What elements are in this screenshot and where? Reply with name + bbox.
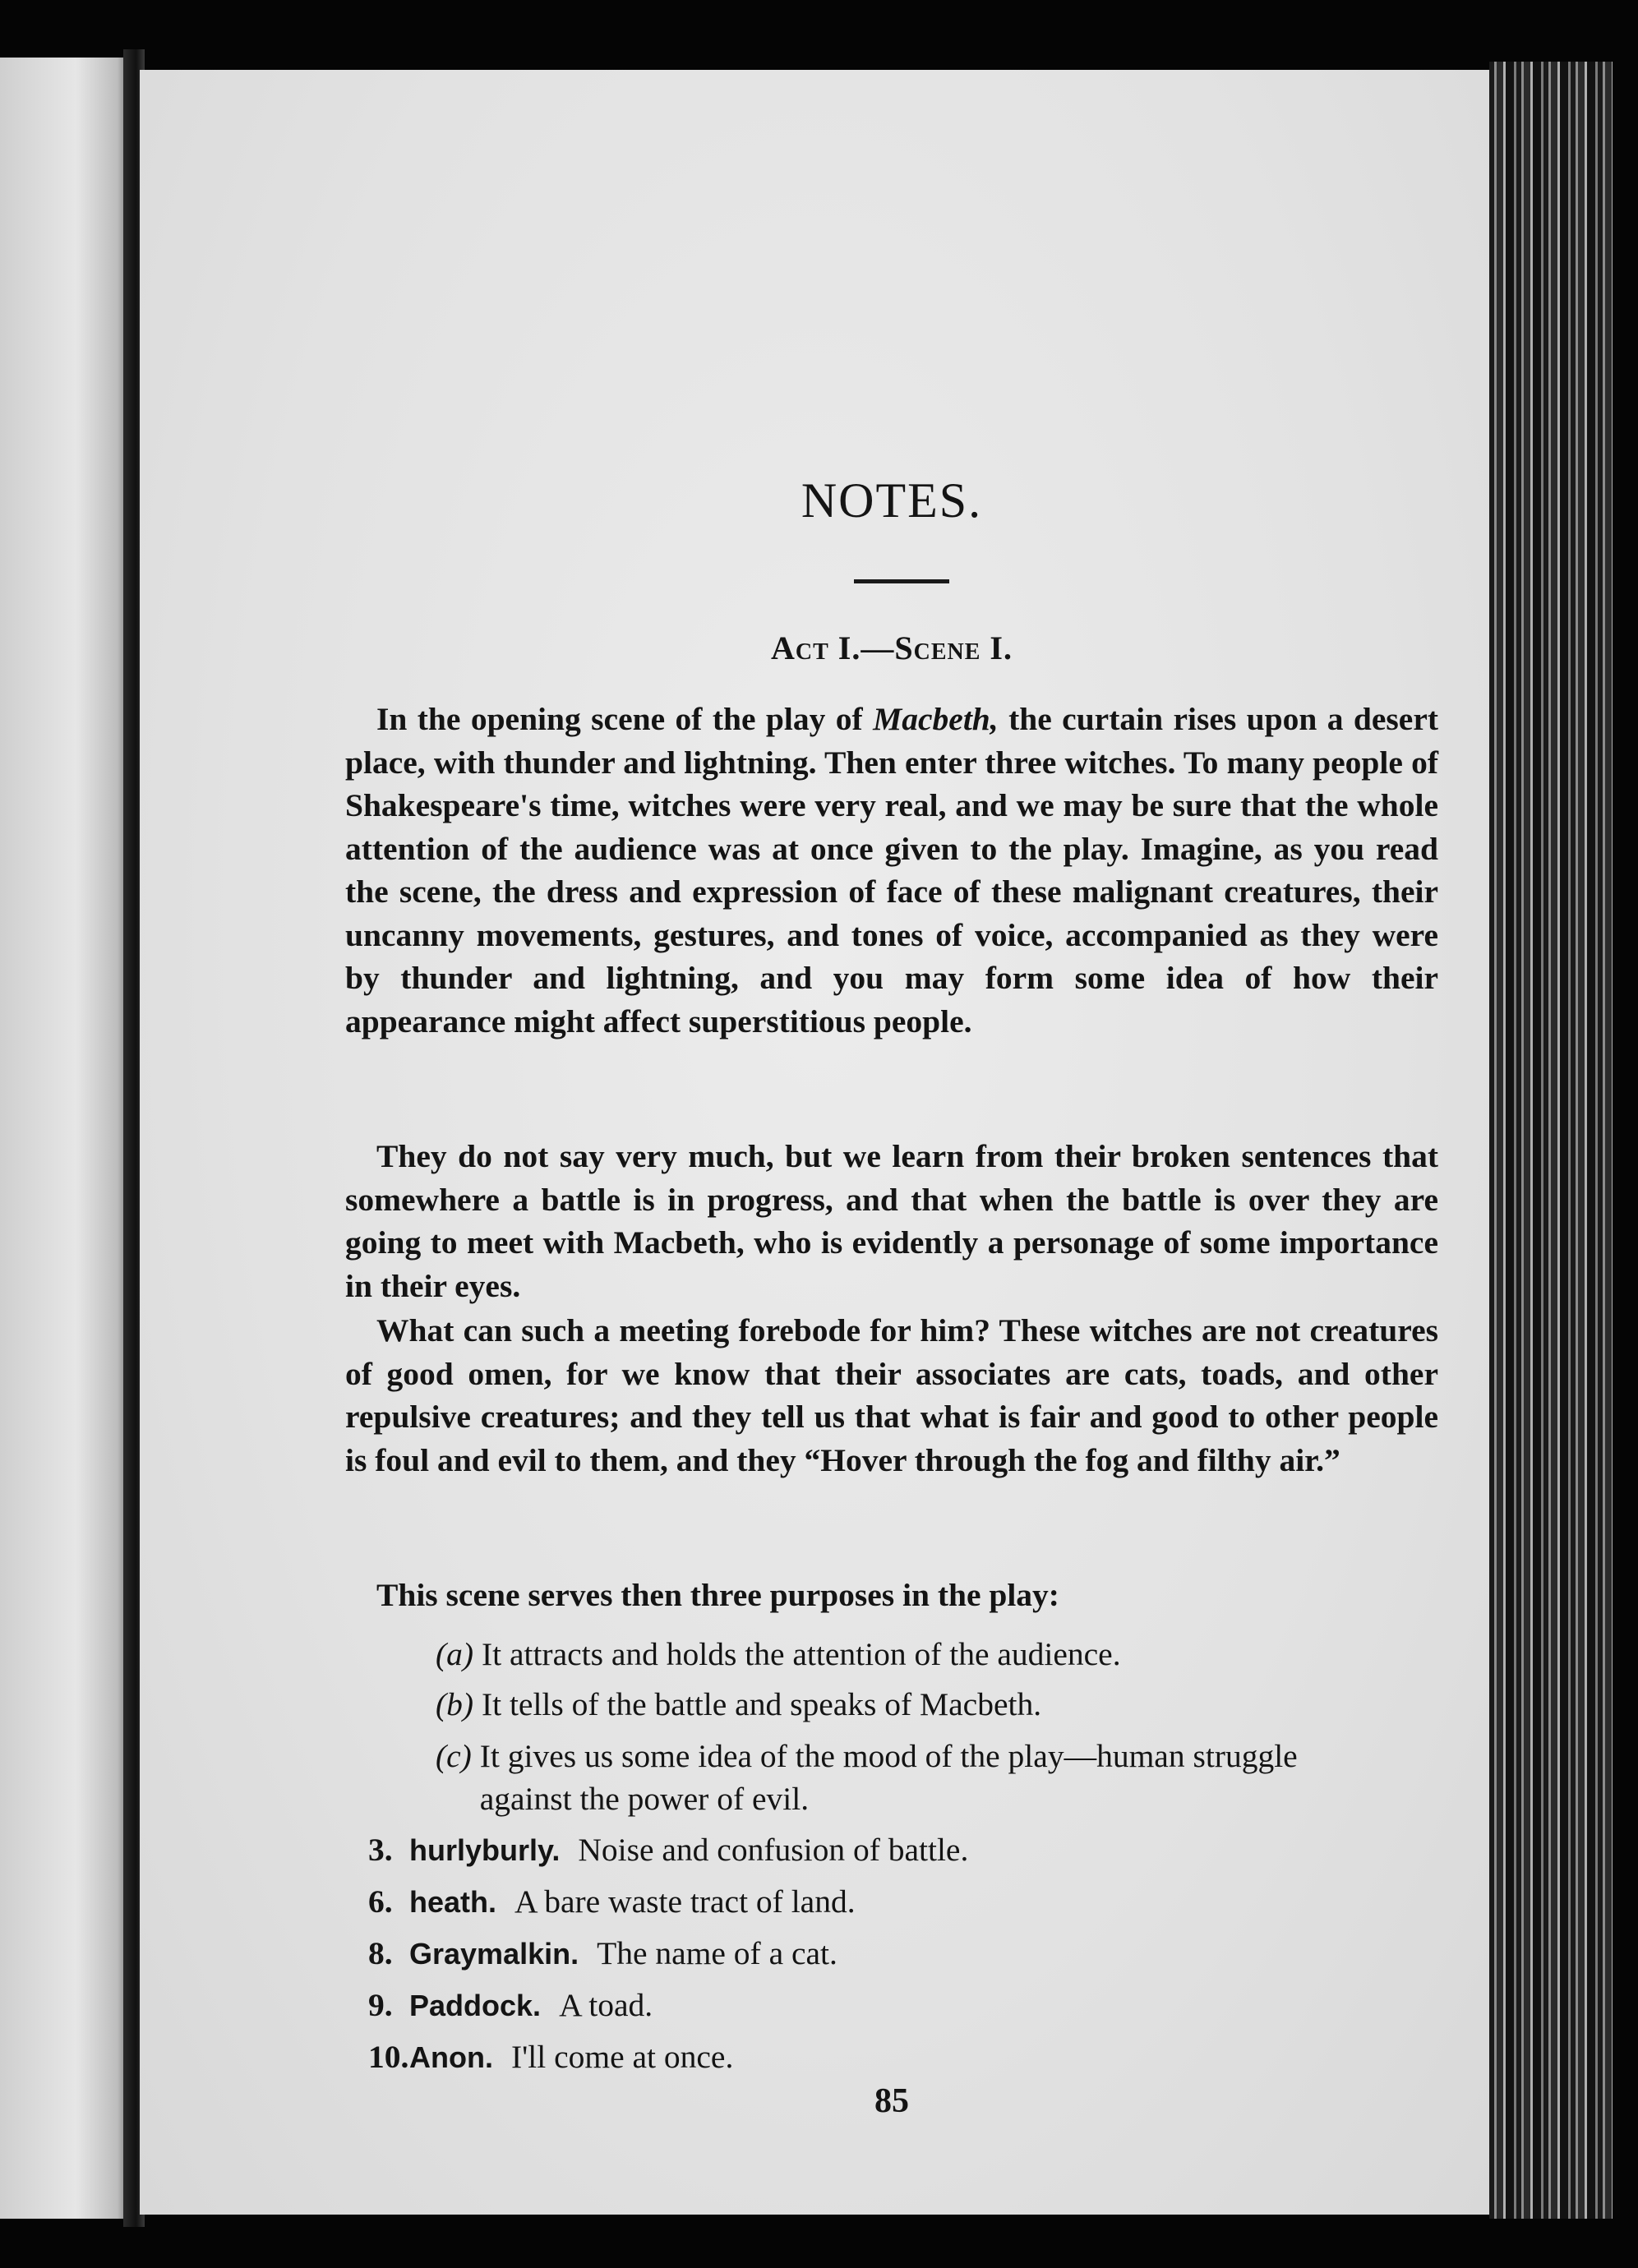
title-rule: [854, 579, 949, 583]
purpose-text: It attracts and holds the attention of the audience.: [481, 1636, 1121, 1672]
purpose-label: (b): [436, 1686, 474, 1722]
note-definition: Noise and confusion of battle.: [578, 1832, 969, 1868]
note-definition: The name of a cat.: [597, 1935, 837, 1971]
page-title: NOTES.: [801, 473, 983, 528]
note-definition: A toad.: [559, 1987, 653, 2023]
paragraph-purposes-intro: This scene serves then three purposes in the play:: [376, 1577, 1059, 1613]
paragraph-text: the curtain rises upon a desert place, with thunder and lightning. Then enter three witches. To many people of Shakespeare's time, witches were very real, and we may be sure that the whole attention of the audience was at once given to the play. Imagine, as you read the scene, the dress and expression of face of these malignant creatures, their uncanny movements, gestures, and tones of voice, accompanied as they were by thunder and lightning, and you may form some idea of how their appearance might affect superstitious people.: [345, 701, 1439, 1040]
purpose-text: It gives us some idea of the mood of the play—human struggle against the power of evil.: [479, 1738, 1298, 1817]
page-stack-edge: [1489, 62, 1613, 2219]
book-page: [140, 70, 1496, 2215]
purpose-item: [436, 1633, 1447, 1676]
paragraph-text: In the opening scene of the play of: [376, 701, 874, 737]
purpose-label: (c): [436, 1738, 472, 1774]
purpose-item: [436, 1683, 1447, 1726]
purpose-label: (a): [436, 1636, 474, 1672]
note-definition: I'll come at once.: [510, 2039, 734, 2075]
paragraph-meeting-forebode: What can such a meeting forebode for him? These witches are not creatures of good omen, for we know that their associates are cats, toads, and other repulsive creatures; and they tell us that what is fair and good to other people is foul and evil to them, and they “Hover through the fog and filthy air.”: [345, 1312, 1438, 1478]
line-number: 3.: [368, 1832, 393, 1868]
facing-page-edge: [0, 58, 138, 2219]
note-term: hurlyburly.: [409, 1833, 561, 1867]
line-number: 9.: [368, 1987, 393, 2023]
line-note: [368, 2035, 733, 2079]
purpose-item: [436, 1735, 1447, 1820]
paragraph-opening-scene: [345, 698, 1438, 1043]
scene-heading: Act I.—Scene I.: [771, 629, 1013, 666]
line-note: [368, 1984, 653, 2027]
line-note: [368, 1932, 837, 1975]
line-note: [368, 1828, 968, 1872]
line-number: 6.: [368, 1883, 393, 1920]
play-title-italic: Macbeth,: [873, 701, 999, 737]
note-term: Paddock.: [409, 1989, 542, 2022]
paragraph-witches-speech: They do not say very much, but we learn from their broken sentences that somewhere a battle is in progress, and that when the battle is over they are going to meet with Macbeth, who is evidently a personage of some importance in their eyes.: [345, 1138, 1438, 1304]
line-note: [368, 1880, 856, 1924]
page-number: 85: [874, 2082, 909, 2120]
purpose-text: It tells of the battle and speaks of Macbeth.: [481, 1686, 1042, 1722]
note-definition: A bare waste tract of land.: [514, 1883, 856, 1920]
line-number: 10.: [368, 2039, 409, 2075]
note-term: Graymalkin.: [409, 1937, 579, 1971]
note-term: heath.: [409, 1885, 497, 1919]
note-term: Anon.: [409, 2040, 493, 2074]
line-number: 8.: [368, 1935, 393, 1971]
